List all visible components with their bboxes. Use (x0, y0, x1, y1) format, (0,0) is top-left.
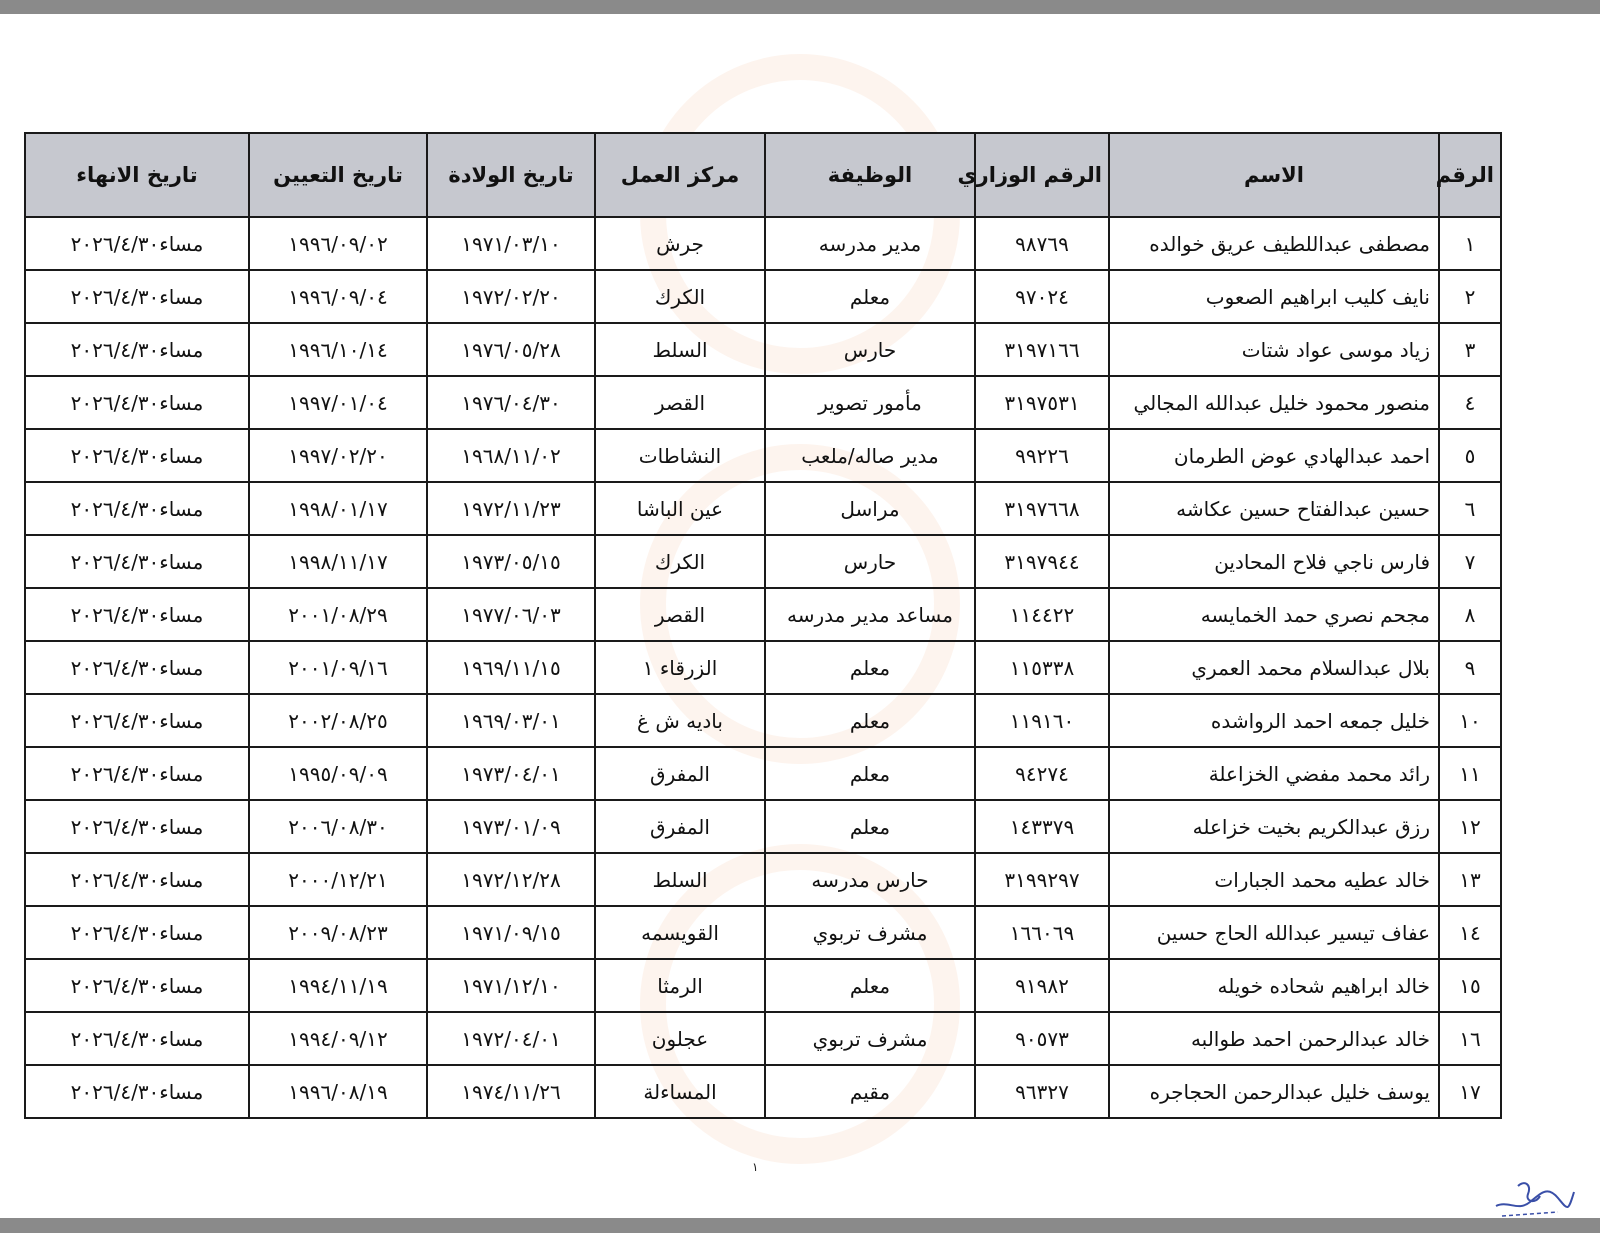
cell-name: حسين عبدالفتاح حسين عكاشه (1109, 482, 1439, 535)
cell-no: ٧ (1439, 535, 1501, 588)
cell-ministry-no: ٩١٩٨٢ (975, 959, 1109, 1012)
cell-name: نايف كليب ابراهيم الصعوب (1109, 270, 1439, 323)
cell-no: ٢ (1439, 270, 1501, 323)
cell-end-date: مساء٢٠٢٦/٤/٣٠ (25, 641, 249, 694)
cell-name: يوسف خليل عبدالرحمن الحجاجره (1109, 1065, 1439, 1118)
cell-ministry-no: ٩٧٠٢٤ (975, 270, 1109, 323)
table-row (25, 747, 1501, 800)
cell-appoint-date: ٢٠٠٠/١٢/٢١ (249, 853, 427, 906)
cell-appoint-date: ١٩٩٤/٠٩/١٢ (249, 1012, 427, 1065)
cell-end-date: مساء٢٠٢٦/٤/٣٠ (25, 906, 249, 959)
cell-job: معلم (765, 694, 975, 747)
cell-name: رزق عبدالكريم بخيت خزاعله (1109, 800, 1439, 853)
cell-job: حارس مدرسه (765, 853, 975, 906)
cell-birth-date: ١٩٦٩/٠٣/٠١ (427, 694, 595, 747)
cell-name: خالد عبدالرحمن احمد طوالبه (1109, 1012, 1439, 1065)
table-row (25, 376, 1501, 429)
cell-appoint-date: ٢٠٠١/٠٩/١٦ (249, 641, 427, 694)
cell-name: خليل جمعه احمد الرواشده (1109, 694, 1439, 747)
cell-work-center: القويسمه (595, 906, 765, 959)
table-body (25, 217, 1501, 1118)
cell-ministry-no: ١١٥٣٣٨ (975, 641, 1109, 694)
cell-no: ١٣ (1439, 853, 1501, 906)
cell-work-center: عجلون (595, 1012, 765, 1065)
table-row (25, 694, 1501, 747)
cell-name: خالد ابراهيم شحاده خويله (1109, 959, 1439, 1012)
cell-end-date: مساء٢٠٢٦/٤/٣٠ (25, 429, 249, 482)
cell-job: معلم (765, 270, 975, 323)
cell-birth-date: ١٩٧٦/٠٤/٣٠ (427, 376, 595, 429)
table-header-row (25, 133, 1501, 217)
cell-birth-date: ١٩٧٣/٠١/٠٩ (427, 800, 595, 853)
cell-appoint-date: ٢٠٠٩/٠٨/٢٣ (249, 906, 427, 959)
cell-work-center: المفرق (595, 747, 765, 800)
table-row (25, 482, 1501, 535)
cell-end-date: مساء٢٠٢٦/٤/٣٠ (25, 959, 249, 1012)
cell-ministry-no: ٩٨٧٦٩ (975, 217, 1109, 270)
cell-appoint-date: ١٩٩٧/٠١/٠٤ (249, 376, 427, 429)
cell-birth-date: ١٩٧٢/١١/٢٣ (427, 482, 595, 535)
cell-appoint-date: ٢٠٠٦/٠٨/٣٠ (249, 800, 427, 853)
cell-end-date: مساء٢٠٢٦/٤/٣٠ (25, 800, 249, 853)
cell-appoint-date: ١٩٩٧/٠٢/٢٠ (249, 429, 427, 482)
cell-birth-date: ١٩٧٧/٠٦/٠٣ (427, 588, 595, 641)
cell-appoint-date: ١٩٩٦/٠٩/٠٤ (249, 270, 427, 323)
cell-work-center: الزرقاء ١ (595, 641, 765, 694)
cell-birth-date: ١٩٧١/١٢/١٠ (427, 959, 595, 1012)
cell-appoint-date: ١٩٩٦/١٠/١٤ (249, 323, 427, 376)
cell-job: مراسل (765, 482, 975, 535)
cell-end-date: مساء٢٠٢٦/٤/٣٠ (25, 853, 249, 906)
cell-ministry-no: ٩٤٢٧٤ (975, 747, 1109, 800)
table-row (25, 800, 1501, 853)
cell-work-center: الرمثا (595, 959, 765, 1012)
cell-job: مساعد مدير مدرسه (765, 588, 975, 641)
cell-no: ١٠ (1439, 694, 1501, 747)
cell-ministry-no: ٣١٩٧٥٣١ (975, 376, 1109, 429)
cell-birth-date: ١٩٧٤/١١/٢٦ (427, 1065, 595, 1118)
cell-end-date: مساء٢٠٢٦/٤/٣٠ (25, 482, 249, 535)
cell-appoint-date: ١٩٩٨/١١/١٧ (249, 535, 427, 588)
table-row (25, 323, 1501, 376)
cell-end-date: مساء٢٠٢٦/٤/٣٠ (25, 323, 249, 376)
cell-birth-date: ١٩٧٣/٠٤/٠١ (427, 747, 595, 800)
cell-birth-date: ١٩٦٨/١١/٠٢ (427, 429, 595, 482)
cell-job: مأمور تصوير (765, 376, 975, 429)
table-row (25, 853, 1501, 906)
cell-job: معلم (765, 641, 975, 694)
cell-name: عفاف تيسير عبدالله الحاج حسين (1109, 906, 1439, 959)
cell-ministry-no: ٣١٩٧١٦٦ (975, 323, 1109, 376)
cell-job: حارس (765, 323, 975, 376)
cell-name: مصطفى عبداللطيف عريق خوالده (1109, 217, 1439, 270)
cell-name: بلال عبدالسلام محمد العمري (1109, 641, 1439, 694)
handwritten-initials-icon (1488, 1172, 1578, 1222)
header-end-date: تاريخ الانهاء (25, 133, 249, 217)
cell-ministry-no: ١٤٣٣٧٩ (975, 800, 1109, 853)
cell-work-center: القصر (595, 588, 765, 641)
cell-work-center: القصر (595, 376, 765, 429)
header-name: الاسم (1109, 133, 1439, 217)
cell-birth-date: ١٩٧٣/٠٥/١٥ (427, 535, 595, 588)
cell-work-center: السلط (595, 853, 765, 906)
cell-job: مشرف تربوي (765, 1012, 975, 1065)
cell-appoint-date: ١٩٩٨/٠١/١٧ (249, 482, 427, 535)
document-page (0, 14, 1600, 1218)
cell-birth-date: ١٩٧٢/١٢/٢٨ (427, 853, 595, 906)
cell-job: حارس (765, 535, 975, 588)
cell-name: خالد عطيه محمد الجبارات (1109, 853, 1439, 906)
table-row (25, 588, 1501, 641)
cell-ministry-no: ٩٠٥٧٣ (975, 1012, 1109, 1065)
cell-no: ٨ (1439, 588, 1501, 641)
cell-job: معلم (765, 747, 975, 800)
cell-work-center: الكرك (595, 535, 765, 588)
header-birth-date: تاريخ الولادة (427, 133, 595, 217)
table-row (25, 906, 1501, 959)
cell-birth-date: ١٩٧٢/٠٤/٠١ (427, 1012, 595, 1065)
cell-birth-date: ١٩٧٢/٠٢/٢٠ (427, 270, 595, 323)
cell-birth-date: ١٩٧١/٠٣/١٠ (427, 217, 595, 270)
cell-no: ٣ (1439, 323, 1501, 376)
cell-appoint-date: ١٩٩٦/٠٨/١٩ (249, 1065, 427, 1118)
cell-work-center: المفرق (595, 800, 765, 853)
table-row (25, 217, 1501, 270)
cell-birth-date: ١٩٧١/٠٩/١٥ (427, 906, 595, 959)
table-row (25, 535, 1501, 588)
cell-no: ٤ (1439, 376, 1501, 429)
cell-appoint-date: ٢٠٠١/٠٨/٢٩ (249, 588, 427, 641)
cell-no: ١٢ (1439, 800, 1501, 853)
cell-ministry-no: ٣١٩٧٩٤٤ (975, 535, 1109, 588)
header-ministry-no: الرقم الوزاري (975, 133, 1109, 217)
header-job: الوظيفة (765, 133, 975, 217)
cell-name: منصور محمود خليل عبدالله المجالي (1109, 376, 1439, 429)
cell-job: مقيم (765, 1065, 975, 1118)
cell-name: احمد عبدالهادي عوض الطرمان (1109, 429, 1439, 482)
table-row (25, 1065, 1501, 1118)
cell-end-date: مساء٢٠٢٦/٤/٣٠ (25, 694, 249, 747)
cell-ministry-no: ٣١٩٧٦٦٨ (975, 482, 1109, 535)
cell-end-date: مساء٢٠٢٦/٤/٣٠ (25, 217, 249, 270)
cell-no: ١ (1439, 217, 1501, 270)
cell-work-center: الكرك (595, 270, 765, 323)
cell-ministry-no: ٩٦٣٢٧ (975, 1065, 1109, 1118)
cell-end-date: مساء٢٠٢٦/٤/٣٠ (25, 270, 249, 323)
cell-name: رائد محمد مفضي الخزاعلة (1109, 747, 1439, 800)
header-no: الرقم (1439, 133, 1501, 217)
cell-birth-date: ١٩٧٦/٠٥/٢٨ (427, 323, 595, 376)
cell-name: مجحم نصري حمد الخمايسه (1109, 588, 1439, 641)
cell-end-date: مساء٢٠٢٦/٤/٣٠ (25, 588, 249, 641)
table-row (25, 1012, 1501, 1065)
cell-work-center: النشاطات (595, 429, 765, 482)
cell-ministry-no: ٣١٩٩٢٩٧ (975, 853, 1109, 906)
cell-ministry-no: ٩٩٢٢٦ (975, 429, 1109, 482)
cell-end-date: مساء٢٠٢٦/٤/٣٠ (25, 535, 249, 588)
table-row (25, 641, 1501, 694)
header-work-center: مركز العمل (595, 133, 765, 217)
cell-no: ٥ (1439, 429, 1501, 482)
page-number: ١ (752, 1160, 759, 1174)
cell-work-center: عين الباشا (595, 482, 765, 535)
cell-ministry-no: ١١٩١٦٠ (975, 694, 1109, 747)
cell-no: ١٤ (1439, 906, 1501, 959)
cell-appoint-date: ٢٠٠٢/٠٨/٢٥ (249, 694, 427, 747)
cell-job: معلم (765, 800, 975, 853)
cell-ministry-no: ١١٤٤٢٢ (975, 588, 1109, 641)
table-row (25, 270, 1501, 323)
table-row (25, 429, 1501, 482)
table-row (25, 959, 1501, 1012)
cell-end-date: مساء٢٠٢٦/٤/٣٠ (25, 376, 249, 429)
cell-name: زياد موسى عواد شتات (1109, 323, 1439, 376)
cell-job: معلم (765, 959, 975, 1012)
cell-work-center: السلط (595, 323, 765, 376)
cell-work-center: المساءلة (595, 1065, 765, 1118)
cell-work-center: جرش (595, 217, 765, 270)
cell-end-date: مساء٢٠٢٦/٤/٣٠ (25, 1065, 249, 1118)
cell-job: مدير مدرسه (765, 217, 975, 270)
cell-no: ١٧ (1439, 1065, 1501, 1118)
cell-end-date: مساء٢٠٢٦/٤/٣٠ (25, 747, 249, 800)
employees-table (24, 132, 1502, 1119)
cell-appoint-date: ١٩٩٦/٠٩/٠٢ (249, 217, 427, 270)
header-appoint-date: تاريخ التعيين (249, 133, 427, 217)
cell-no: ١١ (1439, 747, 1501, 800)
cell-appoint-date: ١٩٩٤/١١/١٩ (249, 959, 427, 1012)
cell-job: مشرف تربوي (765, 906, 975, 959)
cell-no: ٩ (1439, 641, 1501, 694)
cell-no: ١٦ (1439, 1012, 1501, 1065)
cell-appoint-date: ١٩٩٥/٠٩/٠٩ (249, 747, 427, 800)
cell-birth-date: ١٩٦٩/١١/١٥ (427, 641, 595, 694)
cell-ministry-no: ١٦٦٠٦٩ (975, 906, 1109, 959)
cell-work-center: باديه ش غ (595, 694, 765, 747)
cell-no: ٦ (1439, 482, 1501, 535)
cell-name: فارس ناجي فلاح المحادين (1109, 535, 1439, 588)
cell-end-date: مساء٢٠٢٦/٤/٣٠ (25, 1012, 249, 1065)
cell-job: مدير صاله/ملعب (765, 429, 975, 482)
cell-no: ١٥ (1439, 959, 1501, 1012)
